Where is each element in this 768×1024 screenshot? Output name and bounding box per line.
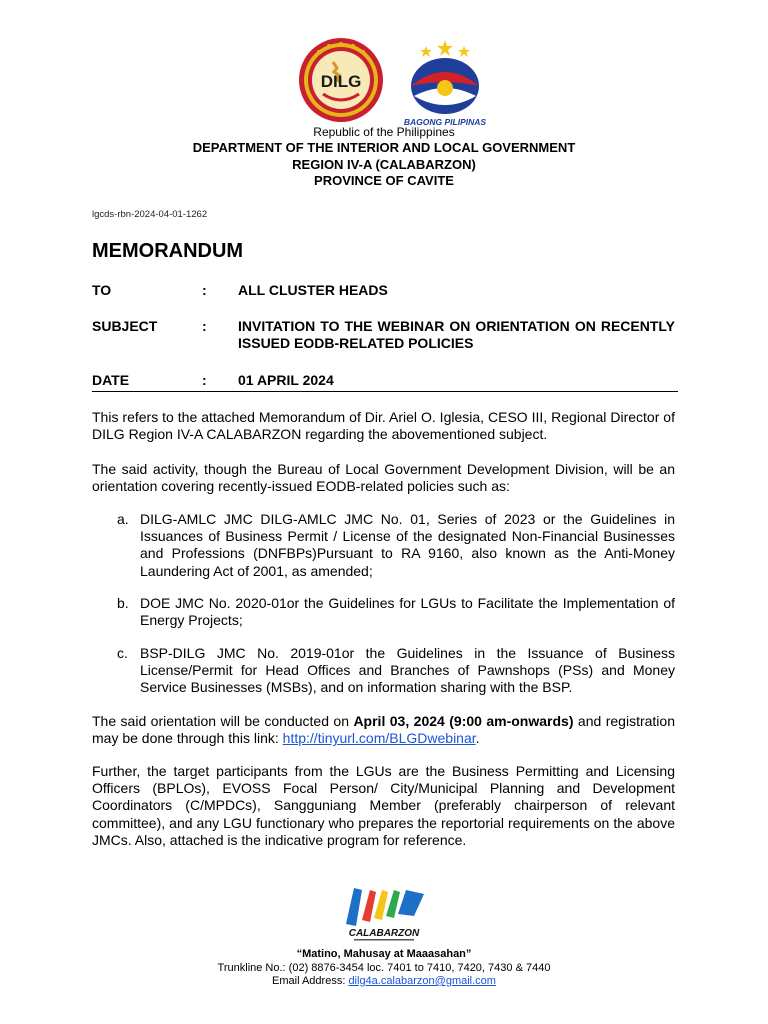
registration-period: . bbox=[475, 730, 480, 747]
subject-colon: : bbox=[202, 318, 207, 334]
date-value: 01 APRIL 2024 bbox=[238, 372, 334, 388]
list-item-text: DOE JMC No. 2020-01or the Guidelines for LGUs to Facilitate the Implementation of Energy Projects; bbox=[140, 595, 675, 629]
body-paragraph-4: Further, the target participants from the LGUs are the Business Permitting and Licensing Officers (BPLOs), EVOSS Focal Person/ City/Municipal Planning and Development Coordinators (C/MPDCs), Sangguniang Member (preferably chairperson of relevant committee), and any LGU functionary who prepares the reportorial requirements on the above JMCs. Also, attached is the indicative program for reference. bbox=[92, 763, 675, 848]
list-item bbox=[117, 511, 675, 580]
email-link[interactable]: dilg4a.calabarzon@gmail.com bbox=[348, 975, 496, 987]
letterhead bbox=[0, 125, 768, 190]
list-item bbox=[117, 595, 675, 629]
body-paragraph-2: The said activity, though the Bureau of Local Government Development Division, will be an orientation covering recently-issued EODB-related policies such as: bbox=[92, 461, 675, 495]
body-paragraph-3 bbox=[92, 713, 675, 747]
list-item bbox=[117, 645, 675, 697]
orientation-intro: The said orientation will be conducted on bbox=[92, 713, 354, 729]
region-line: REGION IV-A (CALABARZON) bbox=[292, 156, 476, 172]
orientation-date: April 03, 2024 (9:00 am-onwards) bbox=[353, 713, 574, 729]
list-item-text: DILG-AMLC JMC DILG-AMLC JMC No. 01, Series of 2023 or the Guidelines in Issuances of Business Permit / License of the designated Non-Financial Businesses and Professions (DNFBPs)Pursuant to RA 9160, also known as the Anti-Money Laundering Act of 2001, as amended; bbox=[140, 511, 675, 579]
header-divider bbox=[92, 391, 678, 392]
republic-line: Republic of the Philippines bbox=[313, 125, 455, 139]
department-line: DEPARTMENT OF THE INTERIOR AND LOCAL GOVERNMENT bbox=[192, 140, 576, 155]
registration-link[interactable]: http://tinyurl.com/BLGDwebinar bbox=[282, 730, 476, 747]
date-colon: : bbox=[202, 372, 207, 388]
dilg-seal-logo bbox=[293, 36, 389, 124]
body-paragraph-1: This refers to the attached Memorandum of Dir. Ariel O. Iglesia, CESO III, Regional Director of DILG Region IV-A CALABARZON regarding the abovementioned subject. bbox=[92, 409, 675, 443]
to-value: ALL CLUSTER HEADS bbox=[238, 282, 388, 298]
subject-label: SUBJECT bbox=[92, 318, 158, 334]
list-marker: a. bbox=[117, 511, 129, 527]
province-line: PROVINCE OF CAVITE bbox=[314, 173, 454, 188]
svg-text:BAGONG PILIPINAS: BAGONG PILIPINAS bbox=[404, 117, 486, 127]
bagong-pilipinas-logo bbox=[404, 38, 486, 128]
footer-motto: “Matino, Mahusay at Maaasahan” bbox=[296, 948, 472, 960]
memo-title: MEMORANDUM bbox=[92, 240, 244, 262]
footer bbox=[0, 948, 768, 989]
svg-text:DILG: DILG bbox=[320, 72, 362, 91]
list-marker: b. bbox=[117, 595, 129, 611]
list-marker: c. bbox=[117, 645, 128, 661]
svg-text:CALABARZON: CALABARZON bbox=[348, 928, 420, 939]
subject-value: INVITATION TO THE WEBINAR ON ORIENTATION ON RECENTLY ISSUED EODB-RELATED POLICIES bbox=[238, 318, 675, 351]
to-colon: : bbox=[202, 282, 207, 298]
footer-trunkline: Trunkline No.: (02) 8876-3454 loc. 7401 to 7410, 7420, 7430 & 7440 bbox=[217, 961, 551, 974]
email-label: Email Address: bbox=[272, 975, 349, 987]
date-label: DATE bbox=[92, 372, 130, 388]
registration-text: and registration may be done through this link: bbox=[92, 713, 675, 747]
calabarzon-logo bbox=[340, 880, 428, 944]
list-item-text: BSP-DILG JMC No. 2019-01or the Guidelines in the Issuance of Business License/Permit for Head Offices and Branches of Pawnshops (PSs) and Money Service Businesses (MSBs), and on information sharing with the BSP. bbox=[140, 645, 675, 696]
footer-email-line bbox=[0, 975, 768, 989]
header-logos bbox=[0, 32, 768, 128]
reference-number: lgcds-rbn-2024-04-01-1262 bbox=[92, 209, 208, 220]
to-label: TO bbox=[92, 282, 112, 298]
